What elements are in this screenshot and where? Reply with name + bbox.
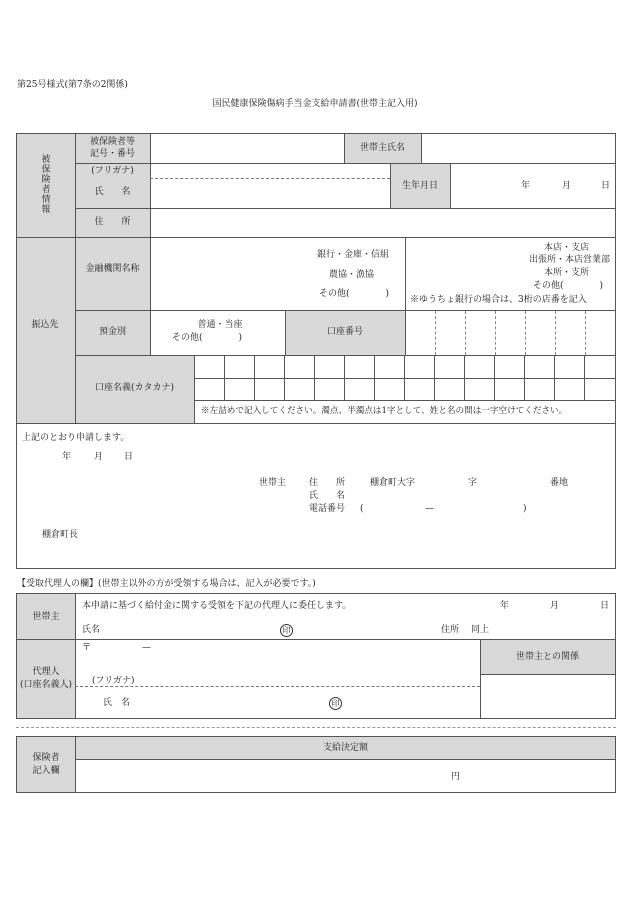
householder-name-input[interactable] <box>422 134 616 163</box>
agent-furigana-label: (フリガナ) <box>92 676 135 686</box>
phone-close-paren: ) <box>523 504 527 514</box>
furigana-label: (フリガナ) <box>91 166 134 176</box>
deposit-type-label: 預金別 <box>98 327 126 337</box>
householder-sign-name-label: 氏名 <box>82 625 101 635</box>
insured-number-input[interactable] <box>151 134 344 163</box>
agent-address-input[interactable] <box>76 640 480 685</box>
addressee: 棚倉町長 <box>42 530 79 540</box>
insurer-label-bg <box>17 737 75 792</box>
form-title: 国民健康保険傷病手当金支給申請書(世帯主記入用) <box>212 99 418 109</box>
agent-name-label: 氏 名 <box>103 698 131 708</box>
application-year: 年 <box>62 452 72 462</box>
yucho-note: ※ゆうちょ銀行の場合は、3桁の店番を記入 <box>410 295 587 305</box>
institution-type-option[interactable]: その他( ) <box>318 289 389 299</box>
phone-open-paren: ( <box>360 504 364 514</box>
application-day: 日 <box>124 452 134 462</box>
deposit-option[interactable]: その他( ) <box>172 333 243 343</box>
yen-unit: 円 <box>451 772 461 782</box>
applicant-address-label: 住 所 <box>309 478 346 488</box>
applicant-aza-label: 字 <box>468 478 478 488</box>
applicant-phone-label: 電話番号 <box>309 504 346 514</box>
insurer-label-1: 保険者 <box>32 753 60 763</box>
application-month: 月 <box>94 452 104 462</box>
householder-sign-address-value: 同上 <box>471 625 490 635</box>
applicant-address-value: 棚倉町大字 <box>370 478 416 488</box>
agent-heading: 【受取代理人の欄】(世帯主以外の方が受領する場合は、記入が必要です。) <box>17 579 316 589</box>
institution-label-1: 金融機関名称 <box>85 264 140 274</box>
applicant-householder-label: 世帯主 <box>259 478 287 488</box>
institution-type-option[interactable]: 銀行・金庫・信組 <box>316 250 389 260</box>
branch-option[interactable]: 本店・支店 <box>543 243 589 253</box>
phone-dash: — <box>425 504 434 514</box>
branch-option[interactable]: 本所・支所 <box>543 268 589 278</box>
branch-option[interactable]: 出張所・本店営業部 <box>528 255 610 265</box>
insurer-label-2: 記入欄 <box>32 766 60 776</box>
delegation-month: 月 <box>550 601 560 611</box>
account-number-label: 口座番号 <box>326 327 363 337</box>
insured-number-label-2: 記号・番号 <box>89 149 135 159</box>
agent-householder-label: 世帯主 <box>32 612 60 622</box>
postal-dash: — <box>142 643 151 653</box>
form-number: 第25号様式(第7条の2関係) <box>17 80 128 90</box>
agent-label-2: (口座名義人) <box>19 680 73 690</box>
householder-name-label: 世帯主氏名 <box>359 143 405 153</box>
agent-label-1: 代理人 <box>32 667 60 677</box>
amount-input[interactable] <box>76 760 446 792</box>
delegation-text: 本申請に基づく給付金に関する受領を下記の代理人に委任します。 <box>82 601 352 611</box>
birth-month: 月 <box>562 181 572 191</box>
bank-section-label: 振込先 <box>31 320 59 330</box>
relation-label: 世帯主との関係 <box>515 652 579 662</box>
relation-input[interactable] <box>481 675 615 718</box>
account-number-input[interactable] <box>406 311 616 355</box>
cut-line <box>16 727 616 728</box>
birth-year: 年 <box>521 181 531 191</box>
amount-label: 支給決定額 <box>322 743 368 753</box>
application-statement: 上記のとおり申請します。 <box>22 433 130 443</box>
agent-label-bg <box>17 640 75 718</box>
account-name-note: ※左詰めで記入してください。濁点、半濁点は1字として、姓と名の間は一字空けてください。 <box>201 406 568 416</box>
birth-day: 日 <box>601 181 611 191</box>
furigana-input[interactable] <box>151 164 390 178</box>
postal-mark: 〒 <box>82 643 92 653</box>
agent-name-input[interactable] <box>150 687 320 718</box>
birth-date-label: 生年月日 <box>401 181 438 191</box>
account-name-input[interactable] <box>195 356 616 400</box>
householder-sign-address-label: 住所 <box>441 625 460 635</box>
delegation-year: 年 <box>500 601 510 611</box>
bank-section-bg <box>17 237 75 423</box>
name-label: 氏 名 <box>94 187 131 197</box>
applicant-banchi-label: 番地 <box>550 478 569 488</box>
agent-seal: 印 <box>329 697 342 710</box>
name-input[interactable] <box>151 179 390 208</box>
applicant-name-label: 氏 名 <box>309 491 346 501</box>
deposit-option[interactable]: 普通・当座 <box>197 320 243 330</box>
account-name-label: 口座名義(カタカナ) <box>94 383 175 393</box>
delegation-day: 日 <box>600 601 610 611</box>
insured-number-label-1: 被保険者等 <box>89 137 135 147</box>
institution-type-option[interactable]: 農協・漁協 <box>328 270 374 280</box>
address-input[interactable] <box>151 209 616 237</box>
householder-seal: 印 <box>280 624 293 637</box>
address-label: 住 所 <box>94 217 131 227</box>
branch-option[interactable]: その他( ) <box>532 281 603 291</box>
insured-section-label: 被 保 険 者 情 報 <box>41 155 51 215</box>
